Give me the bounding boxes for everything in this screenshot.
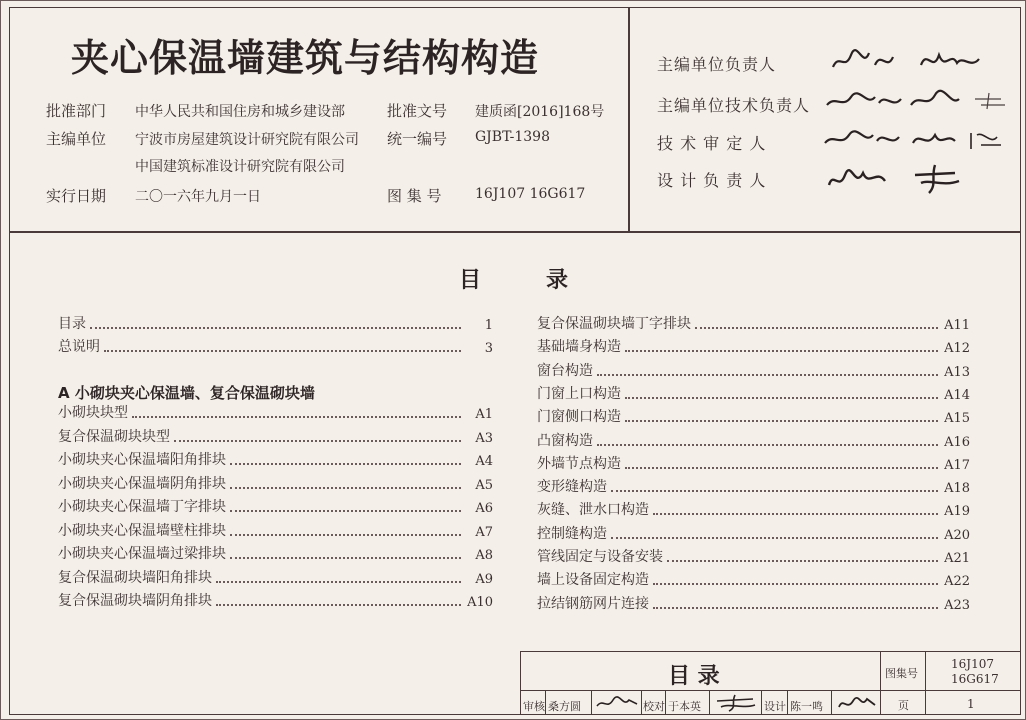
toc-entry-page: A9 <box>475 571 493 587</box>
dot-leader <box>90 327 461 329</box>
toc-row-right-12 <box>537 571 970 589</box>
toc-entry-label: 复合保温砌块墙阴角排块 <box>58 593 212 609</box>
toc-entry-label: 门窗上口构造 <box>537 385 621 402</box>
toc-entry-page: A18 <box>944 481 970 497</box>
toc-row-right-11 <box>537 548 970 566</box>
toc-row-right-5 <box>537 408 970 426</box>
dot-leader <box>695 327 938 329</box>
approval-no-value: 建质函[2016]168号 <box>475 104 605 120</box>
toc-row-left-2 <box>58 428 493 446</box>
approval-no-label: 批准文号 <box>387 102 448 120</box>
toc-entry-page: A15 <box>944 411 970 427</box>
signature-chief-editor <box>829 45 989 77</box>
check-name: 于本英 <box>668 700 701 713</box>
toc-row-left-6 <box>58 522 493 540</box>
dot-leader <box>597 444 938 446</box>
dot-leader <box>230 510 461 512</box>
atlas-number-label: 图 集 号 <box>387 187 442 205</box>
editor-value-1: 宁波市房屋建筑设计研究院有限公司 <box>135 132 359 148</box>
toc-entry-label: 复合保温砌块墙阳角排块 <box>58 569 212 586</box>
toc-entry-label: 小砌块夹心保温墙壁柱排块 <box>58 522 226 539</box>
frame-left <box>9 7 10 715</box>
title-block-atlas-label: 图集号 <box>885 667 918 680</box>
dot-leader <box>132 416 461 418</box>
toc-entry-page: A5 <box>475 477 493 493</box>
toc-title-char-2: 录 <box>546 268 569 293</box>
dot-leader <box>230 463 461 465</box>
toc-entry-label: 门窗侧口构造 <box>537 409 621 426</box>
toc-entry-page: A23 <box>944 597 970 613</box>
toc-entry-page: A19 <box>944 504 970 520</box>
title-block-page-label: 页 <box>898 699 909 712</box>
design-name: 陈一鸣 <box>790 700 823 713</box>
unified-no-label: 统一编号 <box>387 130 448 148</box>
signature-design-head <box>825 161 985 197</box>
dot-leader <box>174 440 461 442</box>
effective-date-label: 实行日期 <box>46 187 107 205</box>
unified-no-value: GJBT-1398 <box>475 129 550 145</box>
editor-label: 主编单位 <box>46 130 107 148</box>
toc-entry-page: A6 <box>475 501 493 516</box>
toc-row-right-3 <box>537 362 970 380</box>
frame-top <box>9 7 1021 8</box>
toc-row-right-9 <box>537 501 970 519</box>
title-block-page-value: 1 <box>967 697 975 711</box>
header-bottom-rule <box>9 231 1021 233</box>
toc-entry-page: A7 <box>475 524 493 540</box>
role-design-head: 设 计 负 责 人 <box>657 171 767 190</box>
dot-leader <box>625 397 938 399</box>
toc-row-left-9 <box>58 592 493 610</box>
toc-entry-page: A14 <box>944 387 970 403</box>
toc-entry-label: 复合保温砌块块型 <box>58 428 170 445</box>
dot-leader <box>230 557 461 559</box>
toc-entry-page: A4 <box>475 454 493 469</box>
toc-row-right-10 <box>537 525 970 543</box>
toc-row-left-top-2 <box>58 338 493 356</box>
toc-entry-page: A11 <box>944 318 970 333</box>
title-block-atlas-value-2: 16G617 <box>951 672 999 686</box>
toc-entry-label: 小砌块夹心保温墙阳角排块 <box>58 452 226 468</box>
toc-row-right-6 <box>537 432 970 450</box>
toc-row-right-2 <box>537 338 970 356</box>
toc-entry-label: 小砌块块型 <box>58 405 128 421</box>
toc-row-left-3 <box>58 451 493 469</box>
toc-entry-label: 灰缝、泄水口构造 <box>537 502 649 519</box>
review-signature <box>595 694 639 712</box>
review-name: 桑方圆 <box>548 700 581 713</box>
signature-technical-reviewer <box>821 125 1011 155</box>
toc-entry-page: A3 <box>475 430 493 446</box>
dot-leader <box>216 604 461 606</box>
dot-leader <box>653 513 938 515</box>
toc-entry-page: 3 <box>484 341 493 356</box>
toc-entry-label: 窗台构造 <box>537 362 593 379</box>
dot-leader <box>230 534 461 536</box>
section-heading-a: A 小砌块夹心保温墙、复合保温砌块墙 <box>58 384 315 402</box>
toc-entry-page: A20 <box>944 527 970 543</box>
toc-entry-page: A21 <box>944 551 970 566</box>
toc-entry-label: 小砌块夹心保温墙过梁排块 <box>58 546 226 562</box>
toc-row-left-top-1 <box>58 315 493 333</box>
effective-date-value: 二〇一六年九月一日 <box>135 189 261 205</box>
dot-leader <box>104 350 461 352</box>
toc-row-right-4 <box>537 385 970 403</box>
role-chief-editor: 主编单位负责人 <box>657 55 777 74</box>
toc-entry-label: 小砌块夹心保温墙阴角排块 <box>58 475 226 492</box>
header-divider <box>628 7 630 232</box>
toc-row-right-13 <box>537 595 970 613</box>
atlas-title: 夹心保温墙建筑与结构构造 <box>71 36 540 80</box>
toc-entry-label: 凸窗构造 <box>537 432 593 449</box>
toc-entry-page: A13 <box>944 364 970 380</box>
toc-entry-page: A1 <box>475 407 493 422</box>
toc-entry-label: 外墙节点构造 <box>537 455 621 472</box>
toc-entry-label: 墙上设备固定构造 <box>537 572 649 589</box>
toc-row-left-1 <box>58 404 493 422</box>
toc-entry-page: A12 <box>944 341 970 357</box>
dot-leader <box>625 467 938 469</box>
approval-dept-value: 中华人民共和国住房和城乡建设部 <box>135 104 345 120</box>
title-block-atlas-value-1: 16J107 <box>951 657 994 671</box>
toc-entry-label: 复合保温砌块墙丁字排块 <box>537 316 691 332</box>
frame-right <box>1020 7 1021 715</box>
dot-leader <box>216 581 461 583</box>
dot-leader <box>611 537 938 539</box>
toc-row-left-5 <box>58 498 493 516</box>
dot-leader <box>625 420 938 422</box>
toc-row-left-8 <box>58 569 493 587</box>
toc-entry-label: 变形缝构造 <box>537 479 607 496</box>
editor-value-2: 中国建筑标准设计研究院有限公司 <box>135 159 345 175</box>
dot-leader <box>653 607 938 609</box>
toc-entry-page: 1 <box>484 318 493 333</box>
toc-row-right-1 <box>537 315 970 333</box>
signature-technical-head <box>823 87 1013 115</box>
toc-entry-label: 基础墙身构造 <box>537 339 621 356</box>
toc-entry-label: 拉结钢筋网片连接 <box>537 595 649 612</box>
dot-leader <box>667 560 938 562</box>
toc-row-right-7 <box>537 455 970 473</box>
toc-entry-label: 小砌块夹心保温墙丁字排块 <box>58 499 226 515</box>
toc-entry-page: A22 <box>944 574 970 590</box>
role-technical-head: 主编单位技术负责人 <box>657 96 811 115</box>
toc-row-right-8 <box>537 478 970 496</box>
toc-entry-page: A17 <box>944 457 970 473</box>
check-label: 校对 <box>643 700 665 713</box>
atlas-number-value: 16J107 16G617 <box>475 186 586 202</box>
toc-entry-page: A8 <box>475 548 493 563</box>
review-label: 审核 <box>523 700 545 713</box>
toc-entry-label: 管线固定与设备安装 <box>537 549 663 565</box>
toc-row-left-4 <box>58 475 493 493</box>
dot-leader <box>611 490 938 492</box>
design-label: 设计 <box>764 700 786 713</box>
title-block-title: 目 录 <box>668 664 720 689</box>
toc-entry-label: 总说明 <box>58 339 100 355</box>
toc-row-left-7 <box>58 545 493 563</box>
dot-leader <box>653 583 938 585</box>
toc-entry-label: 控制缝构造 <box>537 525 607 542</box>
dot-leader <box>230 487 461 489</box>
approval-dept-label: 批准部门 <box>46 102 107 120</box>
toc-entry-page: A10 <box>467 595 493 610</box>
role-technical-reviewer: 技 术 审 定 人 <box>657 134 767 153</box>
dot-leader <box>597 374 938 376</box>
dot-leader <box>625 350 938 352</box>
toc-entry-label: 目录 <box>58 316 86 332</box>
design-signature <box>837 693 877 713</box>
toc-entry-page: A16 <box>944 434 970 450</box>
check-signature <box>713 693 759 713</box>
frame-bottom <box>9 714 1021 715</box>
toc-title-char-1: 目 <box>459 268 482 293</box>
